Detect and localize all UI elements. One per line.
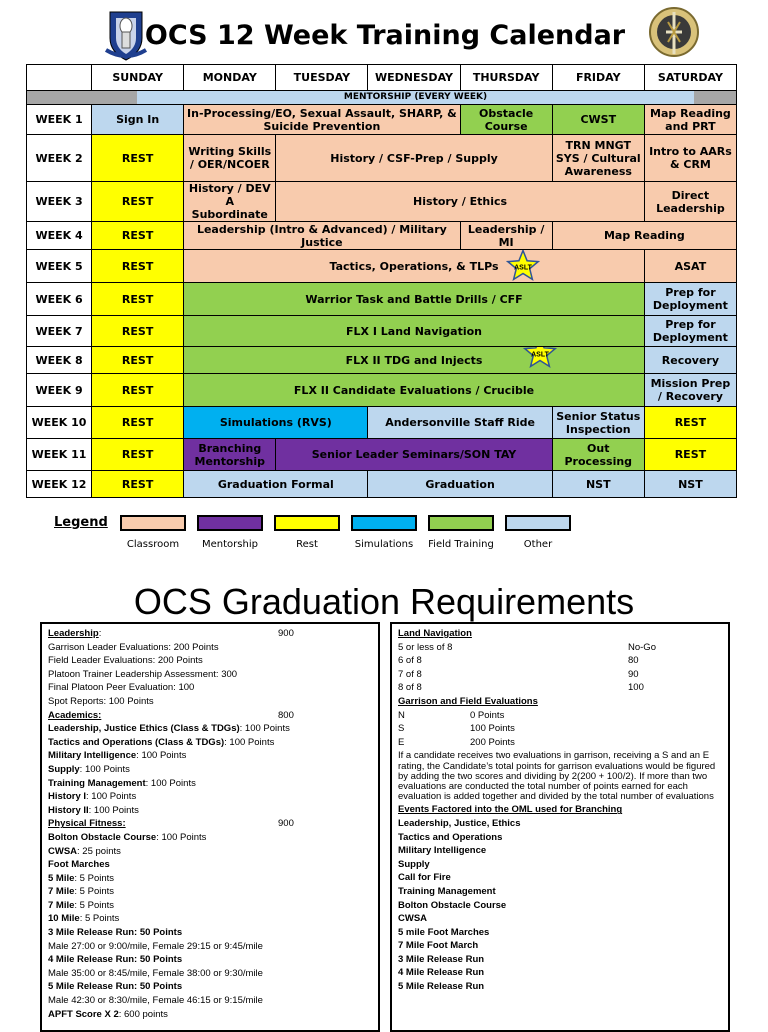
requirement-value: 800 (278, 709, 294, 721)
schedule-cell-text: REST (121, 229, 154, 242)
schedule-cell-text: TRN MNGT SYS / Cultural Awareness (555, 138, 641, 178)
schedule-cell-text: Senior Leader Seminars/SON TAY (311, 448, 517, 461)
requirement-line (398, 722, 722, 736)
day-header: TUESDAY (276, 65, 368, 91)
legend-label: Simulations (354, 539, 414, 550)
requirement-line (48, 790, 372, 804)
week-label: WEEK 7 (27, 316, 92, 347)
requirement-line (398, 681, 722, 695)
schedule-cell (184, 222, 460, 250)
week-label: WEEK 6 (27, 283, 92, 316)
schedule-cell (644, 105, 736, 135)
corner-cell (27, 65, 92, 91)
requirement-text: Leadership, Justice Ethics (Class & TDGs) (48, 723, 240, 735)
day-header: MONDAY (184, 65, 276, 91)
schedule-cell (644, 182, 736, 222)
day-header-row (27, 65, 737, 91)
schedule-cell-text: REST (121, 383, 154, 397)
requirement-line (48, 681, 372, 695)
requirement-text: Bolton Obstacle Course (398, 899, 507, 911)
schedule-cell (184, 105, 460, 135)
requirement-text: E (398, 736, 405, 748)
schedule-cell (184, 182, 276, 222)
schedule-cell (184, 316, 645, 347)
mentorship-banner: MENTORSHIP (EVERY WEEK) (137, 91, 694, 104)
requirement-text: Tactics and Operations (398, 831, 503, 843)
schedule-cell (184, 347, 645, 374)
schedule-cell-text: FLX I Land Navigation (346, 324, 483, 338)
requirement-suffix: : 5 Points (74, 872, 115, 884)
requirement-text: 8 of 8 (398, 682, 422, 694)
day-header: FRIDAY (552, 65, 644, 91)
schedule-cell-text: REST (121, 477, 154, 491)
requirement-suffix: : 100 Points (88, 804, 139, 816)
requirement-value: 100 (628, 682, 644, 694)
requirement-line (48, 994, 372, 1008)
requirement-value: 900 (278, 628, 294, 639)
schedule-cell (644, 439, 736, 471)
requirement-line (48, 654, 372, 668)
requirement-value: 900 (278, 818, 294, 830)
requirement-line (48, 641, 372, 655)
requirement-suffix: : 5 Points (74, 886, 115, 898)
requirement-line (48, 967, 372, 981)
schedule-cell (92, 471, 184, 498)
requirements-points-box (40, 622, 380, 1032)
requirement-suffix: : 600 points (118, 1008, 168, 1020)
requirement-suffix: : 100 Points (136, 750, 187, 762)
schedule-cell (92, 316, 184, 347)
legend-swatch (120, 515, 186, 531)
requirement-line (48, 749, 372, 763)
requirement-line (48, 763, 372, 777)
schedule-cell-text: REST (121, 324, 154, 338)
schedule-cell (552, 222, 736, 250)
week-label: WEEK 8 (27, 347, 92, 374)
schedule-cell-text: ASAT (674, 259, 707, 273)
schedule-cell-text: Map Reading (603, 229, 685, 242)
requirement-text: Platoon Trainer Leadership Assessment: 300 (48, 668, 238, 680)
requirement-line (398, 736, 722, 750)
requirement-line (398, 654, 722, 668)
requirement-line (398, 803, 722, 817)
schedule-cell (644, 374, 736, 407)
requirement-value: 90 (628, 668, 639, 680)
schedule-cell-text: Branching Mentorship (194, 441, 266, 468)
week-row (27, 283, 737, 316)
requirement-text: APFT Score X 2 (48, 1008, 119, 1020)
requirement-text: 4 Mile Release Run: 50 Points (48, 954, 183, 966)
week-row (27, 250, 737, 283)
requirement-line (398, 641, 722, 655)
requirement-line (398, 926, 722, 940)
requirement-text: Field Leader Evaluations: 200 Points (48, 655, 203, 667)
schedule-cell-text: REST (674, 416, 707, 429)
requirement-line (48, 980, 372, 994)
schedule-cell (644, 135, 736, 182)
requirement-line (398, 709, 722, 723)
schedule-cell-text: Prep for Deployment (652, 286, 728, 312)
schedule-cell (184, 135, 276, 182)
requirement-line (48, 804, 372, 818)
schedule-cell-text: Andersonville Staff Ride (385, 416, 535, 429)
requirement-value: No-Go (628, 641, 656, 653)
schedule-cell (184, 439, 276, 471)
requirement-line (48, 736, 372, 750)
requirement-text: 4 Mile Release Run (398, 967, 485, 979)
schedule-cell-text: Mission Prep / Recovery (650, 377, 731, 403)
schedule-cell-text: History / DEV A Subordinate (188, 182, 271, 221)
requirement-text: 3 Mile Release Run: 50 Points (48, 927, 183, 939)
requirement-value: 80 (628, 655, 639, 667)
week-row (27, 222, 737, 250)
page-title: OCS 12 Week Training Calendar (144, 20, 626, 51)
requirement-text: Training Management (398, 885, 496, 897)
week-row (27, 182, 737, 222)
schedule-cell (184, 374, 645, 407)
requirement-line (398, 939, 722, 953)
schedule-cell (460, 222, 552, 250)
requirement-text: Call for Fire (398, 872, 451, 884)
schedule-cell-text: In-Processing/EO, Sexual Assault, SHARP, & Suicide Prevention (187, 106, 457, 133)
requirement-line (398, 871, 722, 885)
requirement-text: 7 of 8 (398, 668, 422, 680)
schedule-cell (644, 316, 736, 347)
week-label: WEEK 11 (27, 439, 92, 471)
requirement-text: 5 or less of 8 (398, 641, 453, 653)
requirement-suffix: : 25 points (77, 845, 121, 857)
requirement-line (398, 695, 722, 709)
legend-label: Field Training (428, 539, 494, 550)
requirement-text: 7 Mile Foot March (398, 940, 479, 952)
requirement-line (398, 831, 722, 845)
legend-swatch (197, 515, 263, 531)
schedule-cell (92, 347, 184, 374)
legend-label: Rest (296, 539, 318, 550)
requirement-suffix: : 100 Points (224, 736, 275, 748)
requirement-suffix: : (98, 628, 102, 639)
requirement-line (398, 912, 722, 926)
week-label: WEEK 3 (27, 182, 92, 222)
requirement-text: 5 Mile (48, 872, 75, 884)
legend-swatch (351, 515, 417, 531)
schedule-cell (644, 407, 736, 439)
assault-star-label: ASLT (531, 351, 550, 359)
requirement-text: Leadership (48, 628, 99, 639)
week-label: WEEK 5 (27, 250, 92, 283)
schedule-cell-text: REST (121, 151, 154, 165)
mentorship-cell (27, 91, 737, 105)
schedule-cell (92, 135, 184, 182)
schedule-cell (368, 471, 552, 498)
week-row (27, 439, 737, 471)
legend (54, 512, 594, 556)
schedule-cell (552, 135, 644, 182)
schedule-cell-text: Graduation Formal (217, 477, 334, 491)
week-row (27, 135, 737, 182)
requirement-text: Military Intelligence (48, 750, 137, 762)
requirement-line (398, 627, 722, 641)
requirement-line (48, 872, 372, 886)
schedule-cell-text: NST (678, 477, 703, 491)
requirement-text: Final Platoon Peer Evaluation: 100 (48, 682, 195, 694)
schedule-cell-text: REST (121, 259, 154, 273)
assault-star-icon (506, 250, 540, 283)
requirement-text: 6 of 8 (398, 655, 422, 667)
requirement-text: Garrison Leader Evaluations: 200 Points (48, 641, 219, 653)
schedule-cell (644, 283, 736, 316)
schedule-cell-text: History / CSF-Prep / Supply (330, 151, 498, 165)
schedule-cell (552, 407, 644, 439)
schedule-cell (552, 105, 644, 135)
requirement-text: History II (48, 804, 89, 816)
schedule-cell (92, 407, 184, 439)
requirement-line (48, 668, 372, 682)
requirement-text: Garrison and Field Evaluations (398, 695, 538, 707)
requirement-text: Bolton Obstacle Course (48, 831, 157, 843)
week-label: WEEK 9 (27, 374, 92, 407)
requirement-text: Land Navigation (398, 628, 472, 639)
schedule-cell-text: Recovery (661, 353, 720, 367)
schedule-cell-text: Graduation (425, 477, 495, 491)
legend-swatch (505, 515, 571, 531)
requirement-text: 5 mile Foot Marches (398, 926, 490, 938)
requirement-line (48, 777, 372, 791)
schedule-cell-text: NST (585, 477, 611, 491)
schedule-cell (276, 182, 645, 222)
schedule-cell-text: Intro to AARs & CRM (649, 145, 732, 171)
requirement-line (48, 831, 372, 845)
week-label: WEEK 1 (27, 105, 92, 135)
schedule-cell (92, 374, 184, 407)
requirement-text: Male 35:00 or 8:45/mile, Female 38:00 or 9:30/mile (48, 967, 263, 979)
assault-star-label: ASLT (514, 264, 533, 272)
infantry-crest-right-logo (646, 4, 702, 62)
requirement-suffix: : 5 Points (79, 913, 120, 925)
schedule-cell-text: REST (121, 195, 154, 208)
schedule-cell (92, 250, 184, 283)
schedule-cell (552, 439, 644, 471)
requirement-text: Spot Reports: 100 Points (48, 695, 154, 707)
week-row (27, 471, 737, 498)
requirement-text: Tactics and Operations (Class & TDGs) (48, 736, 225, 748)
requirement-line (48, 858, 372, 872)
requirement-text: Male 42:30 or 8:30/mile, Female 46:15 or 9:15/mile (48, 995, 263, 1007)
requirement-points: 0 Points (470, 709, 505, 721)
schedule-cell-text: REST (121, 448, 154, 461)
schedule-cell (368, 407, 552, 439)
day-header: WEDNESDAY (368, 65, 460, 91)
requirement-line (398, 817, 722, 831)
requirement-text: Events Factored into the OML used for Branching (398, 804, 623, 816)
requirement-suffix: : 5 Points (74, 899, 115, 911)
requirement-text: History I (48, 791, 87, 803)
schedule-cell-text: Simulations (RVS) (219, 416, 332, 429)
requirement-text: Supply (398, 858, 430, 870)
schedule-cell-text: Senior Status Inspection (556, 409, 641, 436)
requirement-line (48, 940, 372, 954)
training-calendar-table (26, 64, 737, 498)
requirement-suffix: : 100 Points (79, 763, 130, 775)
week-row (27, 105, 737, 135)
requirement-text: N (398, 709, 405, 721)
requirement-line (398, 953, 722, 967)
requirement-line (48, 953, 372, 967)
schedule-cell (184, 471, 368, 498)
legend-swatch (428, 515, 494, 531)
requirement-text: Foot Marches (48, 859, 110, 871)
schedule-cell-text: Leadership (Intro & Advanced) / Military Justice (196, 222, 447, 249)
schedule-cell-text: Tactics, Operations, & TLPs (329, 259, 499, 273)
requirement-text: Male 27:00 or 9:00/mile, Female 29:15 or 9:45/mile (48, 940, 263, 952)
requirements-title: OCS Graduation Requirements (133, 581, 635, 622)
requirement-suffix: : 100 Points (156, 831, 207, 843)
schedule-cell (644, 250, 736, 283)
mentorship-row (27, 91, 737, 105)
week-row (27, 347, 737, 374)
requirement-text: Academics: (48, 709, 102, 721)
schedule-cell-text: REST (121, 292, 154, 306)
schedule-cell (552, 471, 644, 498)
requirement-suffix: : 100 Points (239, 723, 290, 735)
legend-label: Classroom (126, 539, 180, 550)
day-header: SUNDAY (92, 65, 184, 91)
requirement-line (398, 885, 722, 899)
schedule-cell (184, 283, 645, 316)
requirement-line (48, 845, 372, 859)
requirement-line (48, 627, 372, 641)
schedule-cell-text: History / Ethics (413, 195, 508, 208)
requirement-points: 100 Points (470, 723, 515, 735)
schedule-cell (92, 182, 184, 222)
requirement-line (48, 817, 372, 831)
requirement-text: Physical Fitness: (48, 818, 126, 830)
requirement-text: CWSA (48, 845, 78, 857)
requirement-line (398, 668, 722, 682)
requirement-points: 200 Points (470, 736, 515, 748)
requirement-text: Military Intelligence (398, 845, 487, 857)
requirement-text: Leadership, Justice, Ethics (398, 817, 521, 829)
requirement-line (398, 858, 722, 872)
legend-label: Mentorship (202, 539, 258, 550)
requirement-line (398, 966, 722, 980)
page-header (0, 0, 768, 64)
schedule-cell (92, 283, 184, 316)
schedule-cell-text: Writing Skills / OER/NCOER (188, 145, 272, 171)
requirement-text: CWSA (398, 913, 428, 925)
schedule-cell-text: REST (674, 448, 707, 461)
schedule-cell (276, 135, 552, 182)
requirement-line (48, 926, 372, 940)
week-row (27, 316, 737, 347)
requirement-line (48, 1008, 372, 1022)
garrison-evaluation-explanation: If a candidate receives two evaluations in garrison, receiving a S and an E rating, the Candidate’s total points for garrison evaluations would be figured by adding the two scores and dividing by 2(200 + 100/2). If more than two evaluations are conducted the total number of points earned for each evaluation is added together and divided by the total number of evaluations (398, 750, 716, 803)
legend-title: Legend (54, 515, 108, 530)
schedule-cell-text: REST (121, 353, 154, 367)
requirement-line (48, 899, 372, 913)
requirements-evaluations-box (390, 622, 730, 1032)
requirement-text: 7 Mile (48, 886, 75, 898)
schedule-cell (644, 471, 736, 498)
requirement-text: 3 Mile Release Run (398, 953, 485, 965)
week-label: WEEK 4 (27, 222, 92, 250)
schedule-cell-text: REST (121, 416, 154, 429)
schedule-cell-text: Warrior Task and Battle Drills / CFF (305, 292, 523, 306)
requirement-text: 7 Mile (48, 899, 75, 911)
day-header: SATURDAY (644, 65, 736, 91)
requirement-text: Training Management (48, 777, 146, 789)
schedule-cell-text: Map Reading and PRT (650, 106, 731, 133)
schedule-cell-text: FLX II TDG and Injects (345, 353, 483, 367)
schedule-cell (92, 439, 184, 471)
legend-label: Other (523, 539, 553, 550)
requirement-line (398, 980, 722, 994)
schedule-cell-text: CWST (580, 113, 617, 126)
schedule-cell (184, 250, 645, 283)
requirement-line (48, 709, 372, 723)
requirement-line (48, 722, 372, 736)
week-label: WEEK 12 (27, 471, 92, 498)
requirement-line (48, 912, 372, 926)
requirement-line (398, 844, 722, 858)
schedule-cell-text: Prep for Deployment (652, 318, 728, 344)
week-label: WEEK 10 (27, 407, 92, 439)
week-label: WEEK 2 (27, 135, 92, 182)
schedule-cell-text: FLX II Candidate Evaluations / Crucible (293, 383, 535, 397)
requirement-text: 5 Mile Release Run (398, 981, 485, 993)
schedule-cell (92, 105, 184, 135)
schedule-cell-text: Out Processing (564, 441, 633, 468)
requirement-text: Supply (48, 763, 80, 775)
requirement-line (48, 885, 372, 899)
week-row (27, 407, 737, 439)
legend-swatch (274, 515, 340, 531)
schedule-cell (460, 105, 552, 135)
requirement-suffix: : 100 Points (145, 777, 196, 789)
week-row (27, 374, 737, 407)
requirement-line (48, 695, 372, 709)
schedule-cell (644, 347, 736, 374)
schedule-cell-text: Obstacle Course (479, 106, 534, 133)
schedule-cell-text: Sign In (116, 113, 160, 126)
requirement-text: 10 Mile (48, 913, 80, 925)
requirement-text: 5 Mile Release Run: 50 Points (48, 981, 183, 993)
day-header: THURSDAY (460, 65, 552, 91)
schedule-cell (276, 439, 552, 471)
schedule-cell-text: Leadership / MI (467, 222, 545, 249)
schedule-cell-text: Direct Leadership (656, 188, 725, 215)
schedule-cell (184, 407, 368, 439)
requirement-text: S (398, 723, 405, 735)
schedule-cell (92, 222, 184, 250)
assault-star-icon (523, 347, 557, 371)
requirement-suffix: : 100 Points (86, 791, 137, 803)
requirement-line (398, 899, 722, 913)
